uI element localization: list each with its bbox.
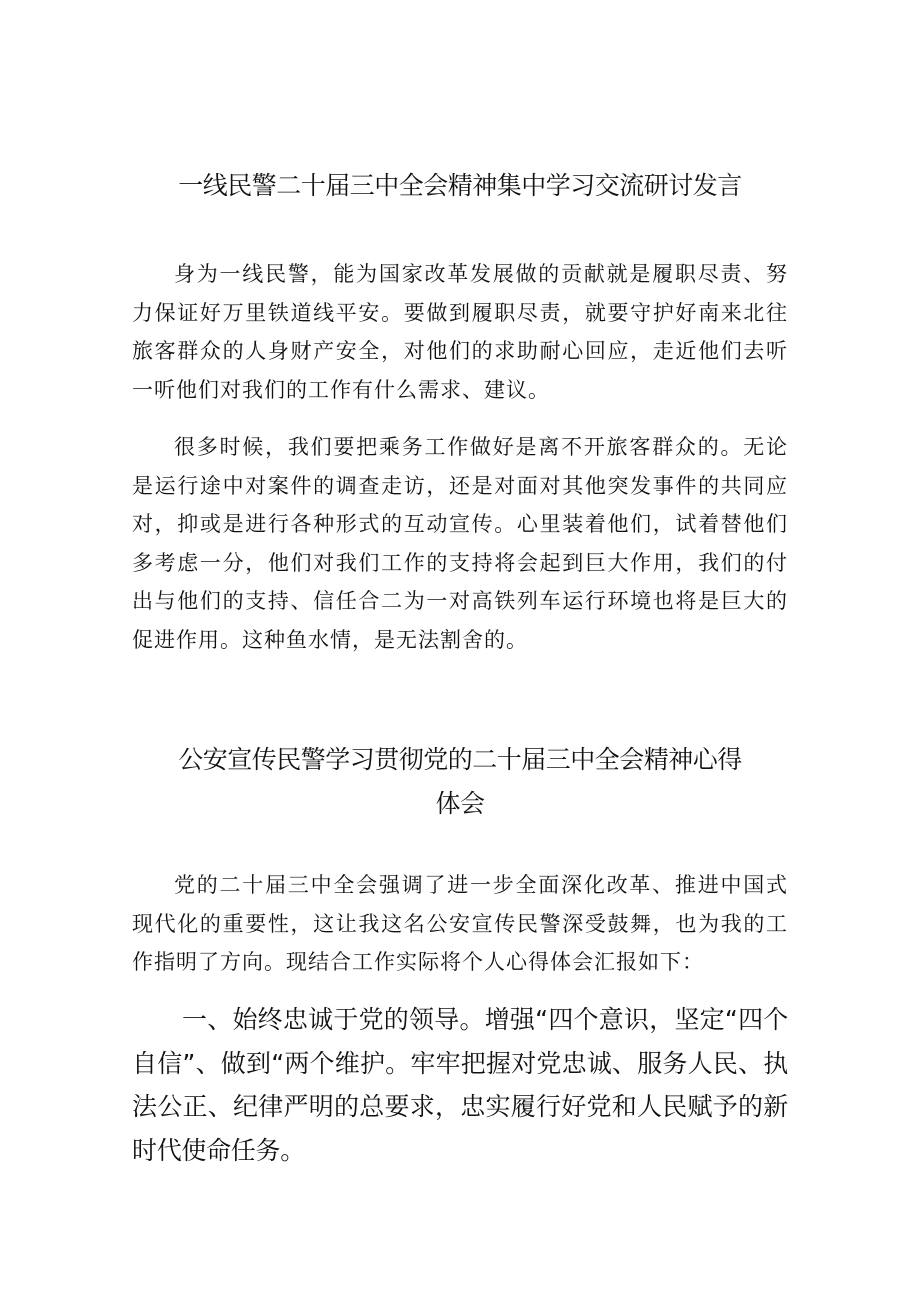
section-2-title-line-2: 体会: [435, 789, 485, 818]
section-2-title-line-1: 公安宣传民警学习贯彻党的二十届三中全会精神心得: [178, 745, 742, 774]
section-1-paragraph-1: 身为一线民警，能为国家改革发展做的贡献就是履职尽责、努力保证好万里铁道线平安。要做到履职尽责，就要守护好南来北往旅客群众的人身财产安全，对他们的求助耐心回应，走近他们去听一听他们对我们的工作有什么需求、建议。: [132, 262, 788, 402]
section-2-paragraph-1: 党的二十届三中全会强调了进一步全面深化改革、推进中国式现代化的重要性，这让我这名公安宣传民警深受鼓舞，也为我的工作指明了方向。现结合工作实际将个人心得体会汇报如下：: [132, 873, 788, 974]
section-2-paragraph-2: 一、始终忠诚于党的领导。增强“四个意识，坚定“四个自信”、做到“两个维护。牢牢把握对党忠诚、服务人民、执法公正、纪律严明的总要求，忠实履行好党和人民赋予的新时代使命任务。: [132, 1005, 788, 1165]
section-1-paragraph-2: 很多时候，我们要把乘务工作做好是离不开旅客群众的。无论是运行途中对案件的调查走访，还是对面对其他突发事件的共同应对，抑或是进行各种形式的互动宣传。心里装着他们，试着替他们多考虑一分，他们对我们工作的支持将会起到巨大作用，我们的付出与他们的支持、信任合二为一对高铁列车运行环境也将是巨大的促进作用。这种鱼水情，是无法割舍的。: [132, 435, 788, 652]
section-2-title: [130, 738, 790, 826]
section-1-title: 一线民警二十届三中全会精神集中学习交流研讨发言: [178, 171, 742, 200]
